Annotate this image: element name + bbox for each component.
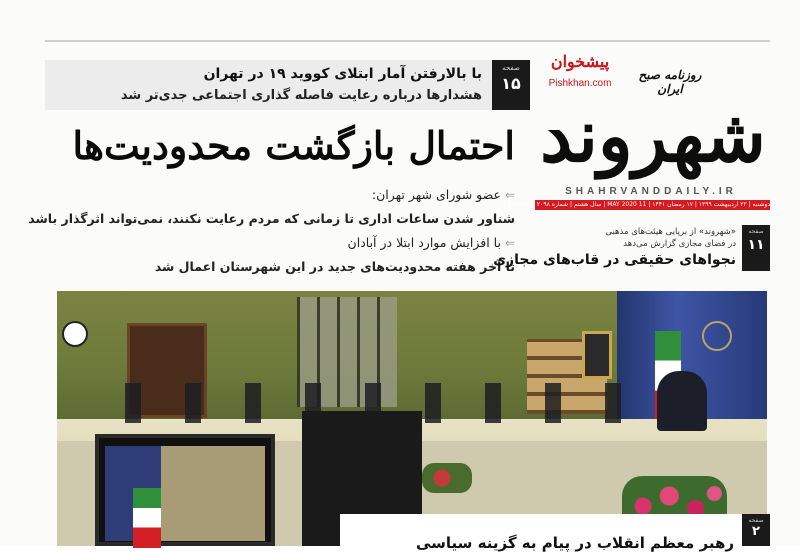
sub-headline-block: [45, 60, 530, 110]
sub-headline-line-1: با بالارفتن آمار ابتلای کووید ۱۹ در تهران: [203, 66, 482, 82]
arrow-icon: ⇐: [504, 188, 515, 202]
wall-clock-icon: [62, 321, 88, 347]
lead-item-1-text: عضو شورای شهر تهران:: [371, 187, 501, 202]
caption-text: رهبر معظم انقلاب در پیام به گزینه سیاسی: [416, 534, 734, 552]
front-page-photo: [57, 291, 767, 546]
brand-subtitle: روزنامه صبح ایران: [638, 68, 702, 96]
video-screen: [95, 434, 275, 546]
caption-page-tab: [742, 514, 770, 546]
page-tab: [492, 60, 530, 110]
lead-item-4-text: تا آخر هفته محدودیت‌های جدید در این شهرستان اعمال شد: [154, 259, 515, 274]
portrait-frame: [582, 331, 612, 379]
lead-item-3-text: با افزایش موارد ابتلا در آبادان: [347, 235, 501, 250]
teaser-page-number: ۱۱: [747, 237, 765, 253]
teaser-page-tab: [742, 225, 770, 271]
main-headline: احتمال بازگشت محدودیت‌ها: [72, 123, 515, 168]
issue-info-bar: دوشنبه | ۲۲ اردیبهشت ۱۳۹۹ | ۱۷ رمضان ۱۴۴۱ | 11 MAY 2020 | سال هشتم | شماره ۲۰۹۸ | ۱۶ صفحه | ۱۰۰۰ تومان: [472, 201, 770, 208]
arrow-icon: ⇐: [504, 236, 515, 250]
lead-item-2-text: شناور شدن ساعات اداری تا زمانی که مردم رعایت نکنند، نمی‌تواند اثرگذار باشد: [28, 211, 515, 226]
teaser-box: [493, 223, 770, 276]
sub-headline-line-2: هشدارها درباره رعایت فاصله گذاری اجتماعی جدی‌تر شد: [120, 88, 482, 103]
teaser-page-label: صفحه: [748, 228, 764, 235]
caption-page-number: ۲: [752, 524, 760, 539]
brand-url: SHAHRVANDDAILY.IR: [565, 186, 737, 197]
caption-page-label: صفحه: [748, 517, 764, 524]
teaser-title: نجواهای حقیقی در قاب‌های مجازی: [493, 252, 736, 268]
newspaper-logo: شهروند: [540, 93, 766, 178]
teaser-line-1: «شهروند» از برپایی هیئت‌های مذهبی: [605, 227, 736, 237]
lead-item-4: [155, 259, 515, 274]
video-screen-image: [105, 446, 265, 541]
flower-arrangement-small: [422, 463, 472, 493]
photo-caption-strip: [340, 514, 770, 552]
page-tab-label: صفحه: [502, 64, 520, 72]
speaker-figure: [657, 371, 707, 431]
watermark-english: Pishkhan.com: [548, 78, 612, 89]
lead-item-2: [28, 211, 515, 226]
lead-item-3: [348, 235, 515, 250]
lead-item-1: [372, 187, 515, 202]
emblem-icon: [702, 321, 732, 351]
screen-flag-icon: [133, 488, 161, 548]
watermark-persian: پیشخوان: [550, 52, 610, 71]
page-tab-number: ۱۵: [501, 74, 521, 93]
teaser-line-2: در فضای مجازی گزارش می‌دهد: [623, 239, 736, 249]
